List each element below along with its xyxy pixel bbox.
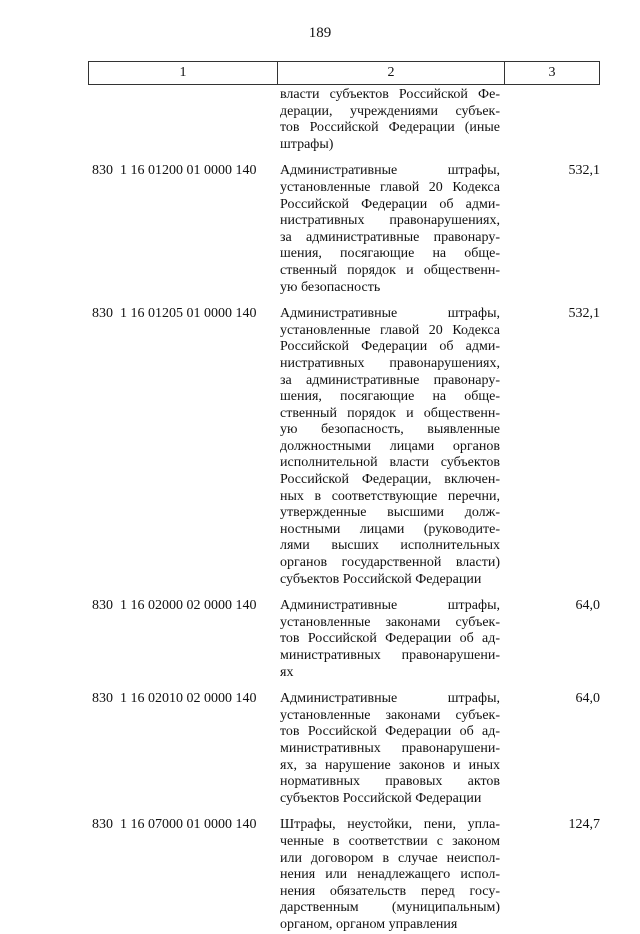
description-line: Российской Федерации, включен-: [280, 472, 500, 488]
description-line: нения обязательств перед госу-: [280, 883, 500, 899]
description-line: Административные штрафы,: [280, 691, 500, 707]
row-amount: 532,1: [568, 306, 600, 322]
column-header-description: 2: [278, 62, 505, 84]
description-line: дерации, учреждениями субъек-: [280, 103, 500, 119]
description-line: Административные штрафы,: [280, 163, 500, 179]
description-line: ственный порядок и общественн-: [280, 262, 500, 278]
description-line: за административные правонару-: [280, 372, 500, 388]
row-description: [280, 817, 500, 933]
row-description: [280, 87, 500, 153]
description-line: Административные штрафы,: [280, 306, 500, 322]
row-amount: 124,7: [568, 817, 600, 833]
description-line: министративных правонарушени-: [280, 648, 500, 663]
row-description: [280, 306, 500, 588]
row-code: 830 1 16 01200 01 0000 140: [92, 163, 257, 179]
description-line: Российской Федерации об адми-: [280, 339, 500, 355]
description-line: утвержденные высшими долж-: [280, 505, 500, 521]
row-code: 830 1 16 02000 02 0000 140: [92, 598, 257, 614]
row-code: 830 1 16 01205 01 0000 140: [92, 306, 257, 322]
description-line: ченные в соответствии с законом: [280, 833, 500, 849]
description-line: субъектов Российской Федерации: [280, 571, 482, 587]
description-line: нения или ненадлежащего испол-: [280, 867, 500, 883]
description-line: тов Российской Федерации об ад-: [280, 724, 500, 740]
description-line: нистративных правонарушениях,: [280, 213, 500, 229]
description-line: тов Российской Федерации об ад-: [280, 631, 500, 647]
column-header-amount: 3: [548, 65, 556, 80]
table-row: [88, 163, 600, 296]
row-description: [280, 598, 500, 681]
description-line: должностными лицами органов: [280, 438, 500, 454]
description-line: штрафы): [280, 136, 334, 152]
row-description: [280, 691, 500, 807]
description-line: нистративных правонарушениях,: [280, 355, 500, 371]
table-header: [88, 61, 600, 85]
description-line: дарственным (муниципальным): [280, 900, 500, 916]
description-line: шения, посягающие на обще-: [280, 246, 500, 262]
description-line: ях: [280, 664, 294, 680]
row-code: 830 1 16 07000 01 0000 140: [92, 817, 257, 833]
description-line: нормативных правовых актов: [280, 774, 500, 790]
description-line: Российской Федерации об адми-: [280, 196, 500, 212]
row-code: 830 1 16 02010 02 0000 140: [92, 691, 257, 707]
page-number: 189: [308, 25, 332, 41]
row-amount: 64,0: [575, 598, 600, 614]
description-line: органов государственной власти): [280, 555, 500, 571]
table-row: [88, 87, 600, 153]
description-line: установленные главой 20 Кодекса: [280, 179, 500, 195]
description-line: установленные законами субъек-: [280, 614, 500, 630]
description-line: Административные штрафы,: [280, 598, 500, 614]
description-line: исполнительной власти субъектов: [280, 455, 500, 471]
table-row: [88, 817, 600, 933]
table-body: [88, 87, 600, 934]
description-line: ных в соответствующие перечни,: [280, 488, 500, 504]
row-description: [280, 163, 500, 296]
description-line: органом, органом управления: [280, 916, 458, 932]
description-line: или договором в случае неиспол-: [280, 850, 500, 866]
table-row: [88, 691, 600, 807]
description-line: министративных правонарушени-: [280, 740, 500, 756]
column-header-code: 1: [89, 62, 278, 84]
description-line: ственный порядок и общественн-: [280, 405, 500, 421]
description-line: за административные правонару-: [280, 229, 500, 245]
description-line: лями высших исполнительных: [280, 538, 500, 554]
description-line: установленные законами субъек-: [280, 707, 500, 723]
row-amount: 64,0: [575, 691, 600, 707]
description-line: Штрафы, неустойки, пени, упла-: [280, 817, 500, 833]
description-line: ях, за нарушение законов и иных: [280, 757, 500, 773]
description-line: шения, посягающие на обще-: [280, 389, 500, 405]
table-row: [88, 598, 600, 681]
description-line: ую безопасность: [280, 279, 381, 295]
description-line: ностными лицами (руководите-: [280, 521, 500, 537]
table-row: [88, 306, 600, 588]
description-line: власти субъектов Российской Фе-: [280, 87, 500, 102]
description-line: ую безопасность, выявленные: [280, 422, 500, 438]
description-line: тов Российской Федерации (иные: [280, 120, 500, 136]
description-line: установленные главой 20 Кодекса: [280, 322, 500, 338]
row-amount: 532,1: [568, 163, 600, 179]
description-line: субъектов Российской Федерации: [280, 790, 482, 806]
